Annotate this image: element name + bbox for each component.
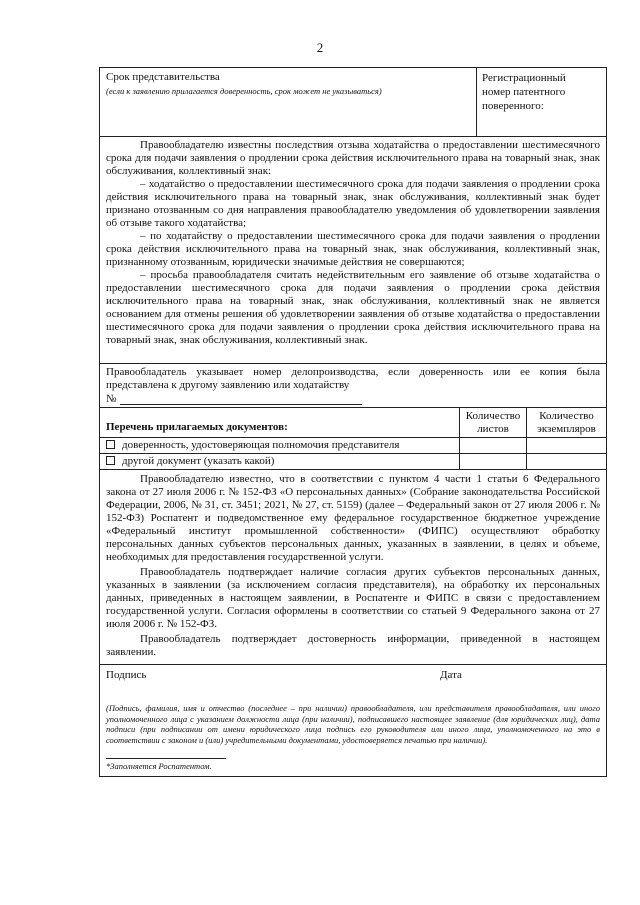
signature-note: (Подпись, фамилия, имя и отчество (последнее – при наличии) правообладателя, или представителя правообладателя, или иного уполномоченного лица с указанием должности лица (при наличии), подписавшего настоящее заявление (для юридических лиц), дата подписи (при подписании от имени юридического лица подпись его руководителя или иного лица, уполномоченного на это в соответствии с законом и (или) учредительными документами, удостоверяется печатью при наличии). xyxy=(106,703,600,745)
consequence-item: – ходатайство о предоставлении шестимесячного срока для подачи заявления о продлении срока действия исключительного права на товарный знак, знак обслуживания, коллективный знак будет признано отозванным со дня направления правообладателю уведомления об удовлетворении заявления об отзыве такого ходатайства; xyxy=(106,178,600,229)
footnote-divider xyxy=(106,758,226,759)
representation-title: Срок представительства xyxy=(106,71,220,83)
case-number-label: № xyxy=(106,393,117,405)
consent-paragraph: Правообладателю известно, что в соответствии с пунктом 4 части 1 статьи 6 Федерального закона от 27 июля 2006 г. № 152-ФЗ «О персональных данных» (Собрание законодательства Российской Федерации, 2006, № 31, ст. 3451; 2021, № 27, ст. 5159) (далее – Федеральный закон от 27 июля 2006 г. № 152-ФЗ) Роспатент и подведомственное ему федеральное государственное бюджетное учреждение «Федеральный институт промышленной собственности» (ФИПС) осуществляют обработку персональных данных субъектов персональных данных, указанных в заявлении, в целях и объеме, необходимых для предоставления государственной услуги. xyxy=(106,473,600,563)
form-frame xyxy=(99,67,607,777)
documents-title: Перечень прилагаемых документов: xyxy=(106,421,288,433)
date-label: Дата xyxy=(440,669,462,681)
consequence-item: – просьба правообладателя считать недействительным его заявление об отзыве ходатайства о предоставлении шестимесячного срока для подачи заявления о продлении срока действия исключительного права на товарный знак, знак обслуживания, коллективный знак не является основанием для отмены решения об удовлетворении заявления об отзыве ходатайства о предоставлении шестимесячного срока для подачи заявления о продлении срока действия исключительного права на товарный знак, знак обслуживания, коллективный знак. xyxy=(106,269,600,346)
consequences-section xyxy=(100,137,606,364)
representation-note: (если к заявлению прилагается доверенность, срок может не указываться) xyxy=(106,86,382,96)
checkbox[interactable] xyxy=(106,440,115,449)
case-number-section xyxy=(100,364,606,408)
signature-label: Подпись xyxy=(106,669,147,681)
document-row xyxy=(100,438,606,454)
attorney-reg-number-label: Регистрационный номер патентного поверенного: xyxy=(482,72,566,112)
case-number-field[interactable] xyxy=(120,404,362,405)
representation-section xyxy=(100,68,606,137)
col-sheets-header: Количество листов xyxy=(465,410,521,435)
document-row xyxy=(100,454,606,470)
consequences-intro: Правообладателю известны последствия отзыва ходатайства о предоставлении шестимесячного срока для подачи заявления о продлении срока действия исключительного права на товарный знак, знак обслуживания, коллективный знак: xyxy=(106,139,600,177)
consent-paragraph: Правообладатель подтверждает достоверность информации, приведенной в настоящем заявлении. xyxy=(106,633,600,658)
case-number-text: Правообладатель указывает номер делопроизводства, если доверенность или ее копия была представлена к другому заявлению или ходатайству xyxy=(106,366,600,391)
checkbox[interactable] xyxy=(106,456,115,465)
signature-section xyxy=(100,665,606,777)
document-item-label: другой документ (указать какой) xyxy=(122,455,275,467)
page-number: 2 xyxy=(316,40,324,55)
consequence-item: – по ходатайству о предоставлении шестимесячного срока для подачи заявления о продлении срока действия исключительного права на товарный знак, знак обслуживания, коллективный знак, признанному отозванным, юридически значимые действия не совершаются; xyxy=(106,230,600,268)
consent-paragraph: Правообладатель подтверждает наличие согласия других субъектов персональных данных, указанных в заявлении (за исключением согласия представителя), на обработку их персональных данных, приведенных в настоящем заявлении, в Роспатенте и ФИПС в связи с предоставлением государственной услуги. Согласия оформлены в соответствии со статьей 9 Федерального закона от 27 июля 2006 г. № 152-ФЗ. xyxy=(106,566,600,630)
consent-section xyxy=(100,470,606,665)
footnote: *Заполняется Роспатентом. xyxy=(106,761,212,771)
document-item-label: доверенность, удостоверяющая полномочия представителя xyxy=(122,439,400,451)
documents-header-row xyxy=(100,408,606,438)
col-copies-header: Количество экземпляров xyxy=(537,410,596,435)
